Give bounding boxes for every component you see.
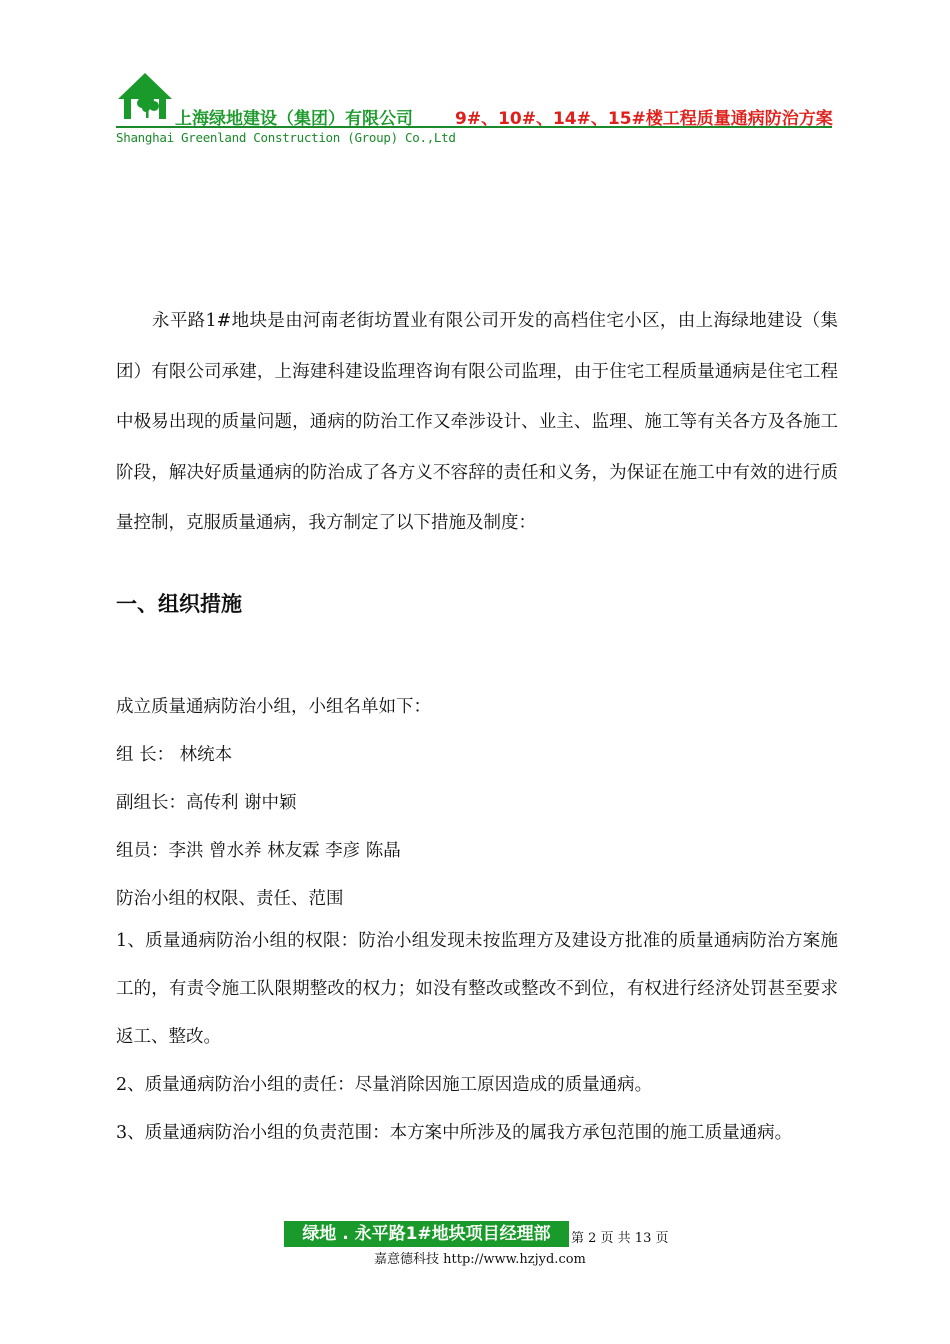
- document-title: 9#、10#、14#、15#楼工程质量通病防治方案: [455, 109, 833, 129]
- greenland-logo-icon: [116, 71, 174, 121]
- group-members: 组员：李洪 曾水养 林友霖 李彦 陈晶: [116, 841, 401, 861]
- authority-heading: 防治小组的权限、责任、范围: [116, 889, 344, 909]
- group-intro: 成立质量通病防治小组，小组名单如下：: [116, 697, 431, 717]
- company-name-english: Shanghai Greenland Construction (Group) Co.,Ltd: [116, 130, 456, 145]
- page-number: 第 2 页 共 13 页: [571, 1231, 669, 1246]
- footer-credit: 嘉意德科技 http://www.hzjyd.com: [374, 1252, 586, 1267]
- section-heading: 一、组织措施: [116, 592, 242, 616]
- item-scope: 3、质量通病防治小组的负责范围：本方案中所涉及的属我方承包范围的施工质量通病。: [116, 1123, 793, 1143]
- group-leader: 组 长： 林统本: [116, 745, 233, 765]
- item-responsibility: 2、质量通病防治小组的责任：尽量消除因施工原因造成的质量通病。: [116, 1075, 653, 1095]
- header-divider: [116, 126, 832, 128]
- company-name: 上海绿地建设（集团）有限公司: [175, 109, 413, 129]
- deputy-leaders: 副组长：高传利 谢中颖: [116, 793, 297, 813]
- intro-paragraph: 永平路1#地块是由河南老街坊置业有限公司开发的高档住宅小区，由上海绿地建设（集团）有限公司承建，上海建科建设监理咨询有限公司监理，由于住宅工程质量通病是住宅工程中极易出现的质量问题，通病的防治工作又牵涉设计、业主、监理、施工等有关各方及各施工阶段，解决好质量通病的防治成了各方义不容辞的责任和义务，为保证在施工中有效的进行质量控制，克服质量通病，我方制定了以下措施及制度：: [116, 311, 838, 533]
- item-authority: 1、质量通病防治小组的权限：防治小组发现未按监理方及建设方批准的质量通病防治方案施工的，有责令施工队限期整改的权力；如没有整改或整改不到位，有权进行经济处罚甚至要求返工、整改。: [116, 931, 838, 1047]
- footer-department-badge: 绿地 . 永平路1#地块项目经理部: [284, 1221, 569, 1247]
